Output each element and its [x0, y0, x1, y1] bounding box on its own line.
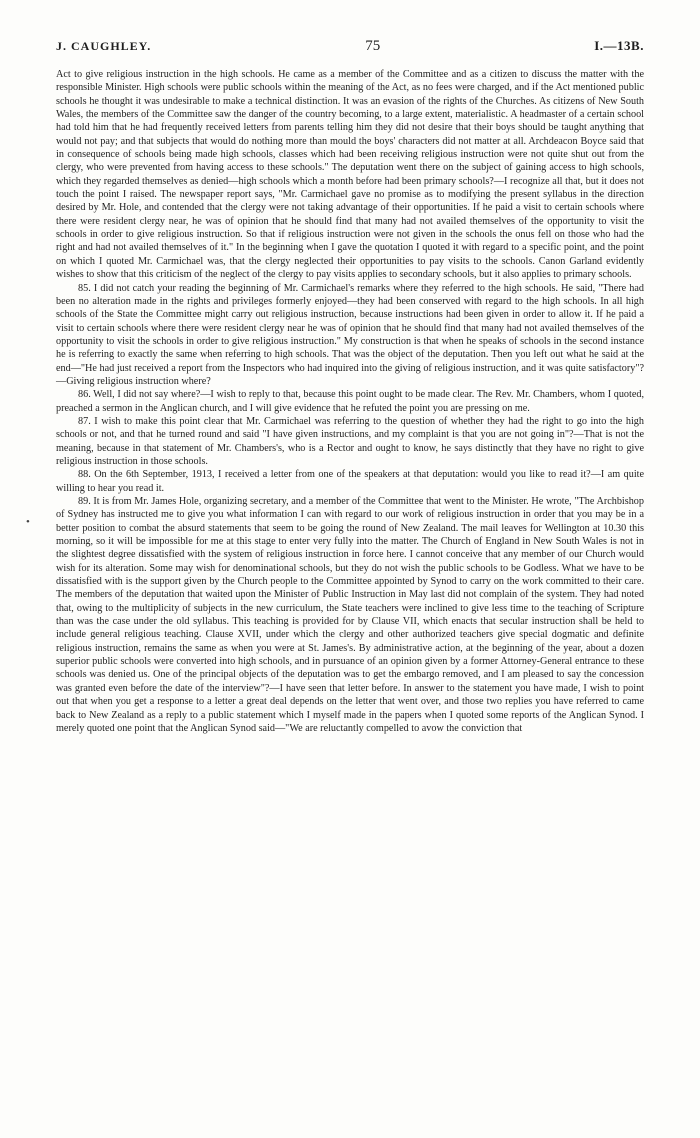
document-reference: I.—13B. [594, 38, 644, 53]
paragraph-87: 87. I wish to make this point clear that Mr. Carmichael was referring to the question of whether they had the right to go into the high schools or not, and that he turned round and said "I have given instructions, and my complaint is that you are not going in"?—That is not the meaning, because in that statement of Mr. Chambers's, who is a Rector and ought to know, he says distinctly that they have no right to give religious instruction in those schools. [56, 415, 644, 467]
paragraph-89: 89. It is from Mr. James Hole, organizing secretary, and a member of the Committee that went to the Minister. He wrote, "The Archbishop of Sydney has instructed me to give you what information I can with regard to our work of religious instruction in order that you may be in a better position to combat the absurd statements that seem to be going the round of New Zealand. The mail leaves for Wellington at 10.30 this morning, so it will be impossible for me at this stage to enter very fully into the matter. The Church of England in New South Wales is not in the slightest degree dissatisfied with the system of religious instruction in force here. I cannot conceive that any member of our Church would wish for its alteration. Some may wish for denominational schools, but they do not wish the public schools to be Godless. What we have to be dissatisfied with is the support given by the Church people to the Committee appointed by Synod to carry on the work committed to their care. The members of the deputation that waited upon the Minister of Public Instruction in May last did not complain of the system. They had noted that, owing to the multiplicity of subjects in the new curriculum, the State teachers were inclined to give less time to the teaching of Scripture than was the case under the old syllabus. This teaching is provided for by Clause VII, which enacts that secular instruction shall be held to include general religious teaching. Clause XVII, under which the clergy and other authorized teachers give special dogmatic and definite religious instruction, remains the same as when you were at St. James's. By administrative action, at the beginning of the year, about a dozen superior public schools were converted into high schools, and in pursuance of an opinion given by a former Attorney-General entrance to these schools was denied us. One of the principal objects of the deputation was to get the embargo removed, and I am pleased to say the concession was granted even before the date of the interview"?—I have seen that letter before. In answer to the statement you have made, I wish to point out that when you get a response to a letter a great deal depends on the letter that went over, and those two replies you have referred to came back to New Zealand as a reply to a public statement which I myself made in the papers when I quoted some reports of the Anglican Synod. I merely quoted one point that the Anglican Synod said—"We are reluctantly compelled to avow the conviction that [56, 496, 644, 734]
paragraph-continuation: Act to give religious instruction in the high schools. He came as a member of the Committee and as a citizen to discuss the matter with the responsible Minister. High schools were public schools within the meaning of the Act, as no fees were charged, and if the Act mentioned public schools he thought it was undesirable to make a technical distinction. It was an evasion of the rights of the Churches. As citizens of New South Wales, the members of the Committee saw the danger of the country becoming, to a large extent, materialistic. A headmaster of a certain school had told him that he had frequently received letters from parents telling him they did not desire that their boys should be taught anything that would not pay; and that subjects that would do nothing more than mould the boys' characters did not matter at all. Archdeacon Boyce said that in consequence of schools being made high schools, classes which had been receiving religious instruction were not quite shut out from the clergy, who were prevented from having access to these schools." The deputation went there on the subject of gaining access to high schools, which they regarded themselves as denied—high schools which a month before had been primary schools?—I recognize all that, but it does not touch the point I raised. The newspaper report says, "Mr. Carmichael gave no promise as to modifying the present syllabus in the direction desired by Mr. Hole, and contended that the clergy were not taking advantage of their opportunities. If he paid a visit to certain schools where there were resident clergy near, he was of opinion that he should find that many had not availed themselves of the opportunity to visit the schools in order to give religious instruction. So that if religious instruction were not given in the schools the onus fell on those who had the right and had not availed themselves of it." In the beginning when I gave the quotation I quoted it with regard to a specific point, and the point on which I quoted Mr. Carmichael was, that the clergy neglected their opportunities to pay visits to the schools. Canon Garland evidently wishes to show that this criticism of the neglect of the clergy to pay visits applies to secondary schools, but it also applies to primary schools. [56, 69, 644, 281]
paragraph-85: 85. I did not catch your reading the beginning of Mr. Carmichael's remarks where they referred to the high schools. He said, "There had been no alteration made in the rights and privileges formerly enjoyed—they had been conserved with regard to the high schools. In all high schools of the State the Committee might carry out religious instruction, because instructions had been given in order to allow it. If he paid a visit to certain schools where there were resident clergy near he was of opinion that he should find that many had not availed themselves of the opportunity to visit the schools in order to give religious instruction." My construction is that when he speaks of schools in the second instance he is referring to exactly the same when referring to high schools. That was the object of the deputation. Then you left out what he said at the end—"He had just received a report from the Inspectors who had inquired into the giving of religious instruction, and it was quite satisfactory"?—Giving religious instruction where? [56, 282, 644, 387]
body-text [56, 68, 644, 735]
paragraph-88: 88. On the 6th September, 1913, I received a letter from one of the speakers at that deputation: would you like to read it?—I am quite willing to hear you read it. [56, 469, 644, 494]
header-author: J. CAUGHLEY. [56, 39, 152, 53]
paragraph-86: 86. Well, I did not say where?—I wish to reply to that, because this point ought to be made clear. The Rev. Mr. Chambers, whom I quoted, preached a sermon in the Anglican church, and I will give evidence that he refuted the point you are pressing on me. [56, 389, 644, 414]
page-header [56, 38, 644, 68]
page-number: 75 [365, 38, 381, 54]
margin-mark: • [26, 516, 30, 528]
